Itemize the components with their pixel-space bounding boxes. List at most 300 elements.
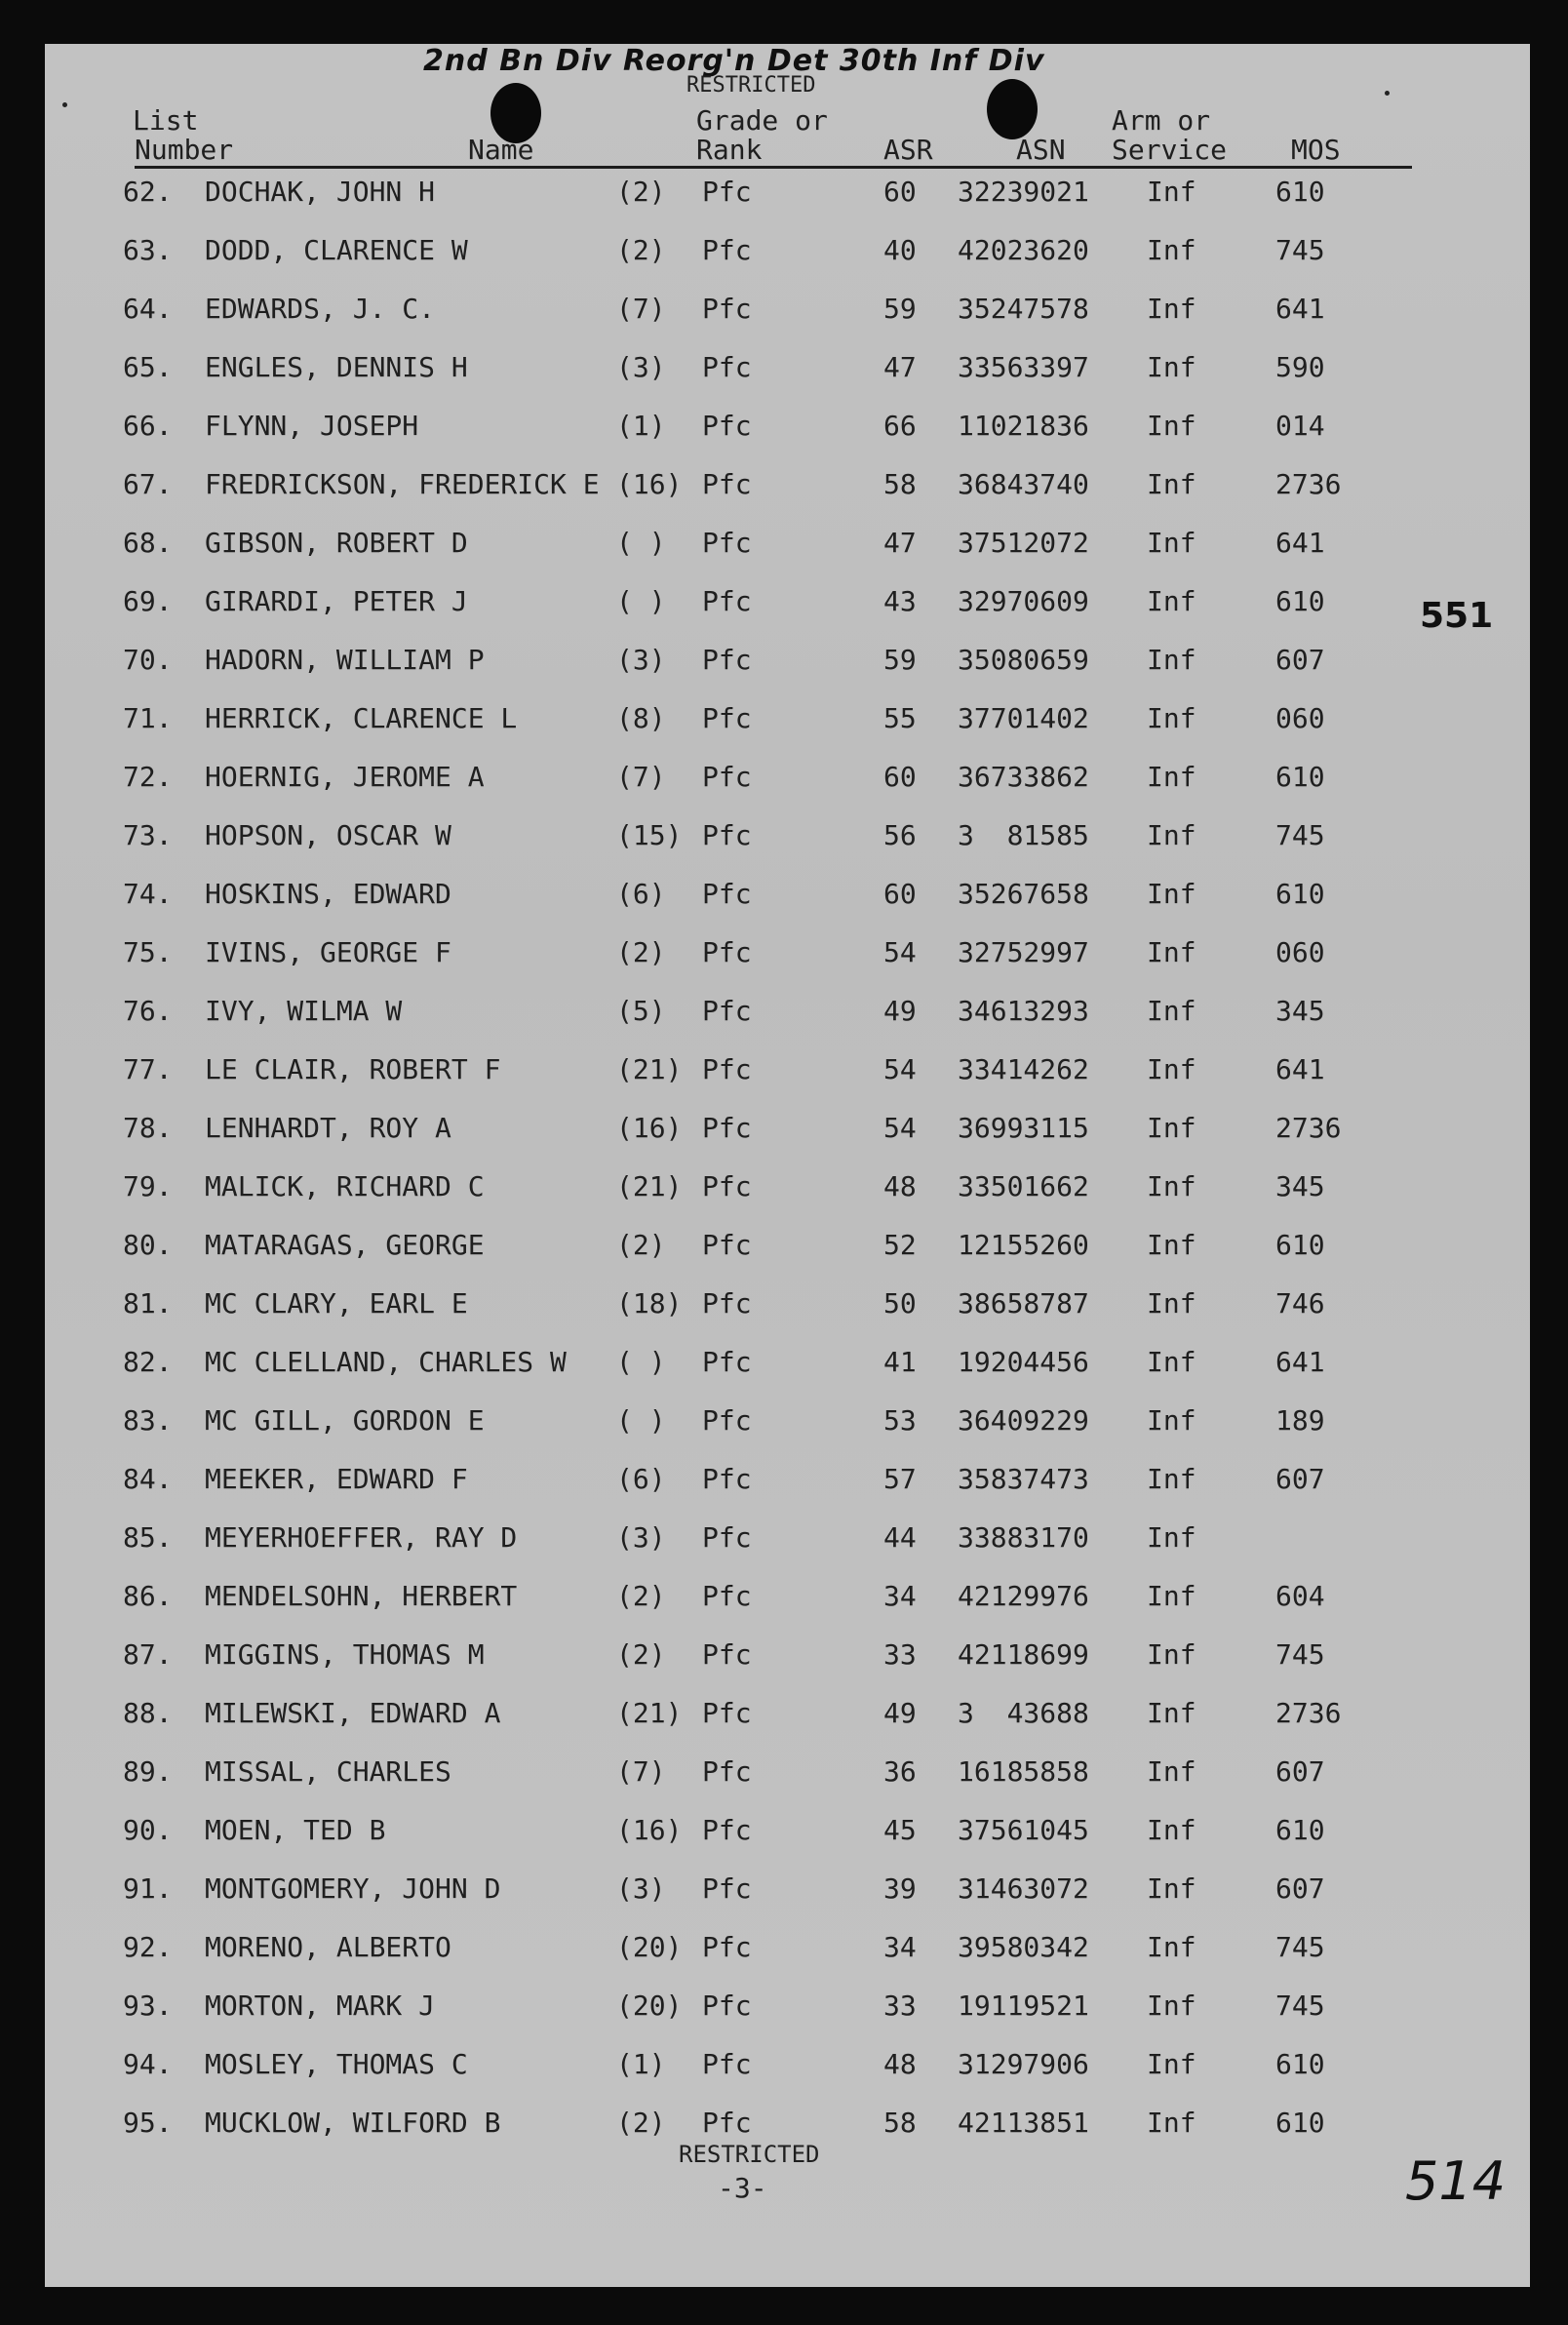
row-group: (3) bbox=[616, 351, 666, 383]
table-row bbox=[45, 1404, 1530, 1443]
row-asr: 39 bbox=[883, 1872, 917, 1905]
row-name: MISSAL, CHARLES bbox=[205, 1755, 451, 1788]
row-grade: Pfc bbox=[702, 1404, 752, 1437]
row-arm: Inf bbox=[1147, 1229, 1196, 1261]
row-grade: Pfc bbox=[702, 293, 752, 325]
row-grade: Pfc bbox=[702, 761, 752, 793]
row-asr: 66 bbox=[883, 410, 917, 442]
page-number: -3- bbox=[718, 2172, 767, 2204]
row-number: 82. bbox=[123, 1346, 173, 1378]
row-group: (20) bbox=[616, 1931, 683, 1963]
row-name: MIGGINS, THOMAS M bbox=[205, 1638, 485, 1671]
row-arm: Inf bbox=[1147, 995, 1196, 1027]
row-mos: 590 bbox=[1275, 351, 1325, 383]
row-arm: Inf bbox=[1147, 468, 1196, 500]
row-arm: Inf bbox=[1147, 1814, 1196, 1846]
row-asr: 60 bbox=[883, 176, 917, 208]
row-arm: Inf bbox=[1147, 410, 1196, 442]
row-asr: 48 bbox=[883, 2048, 917, 2080]
classification-top: RESTRICTED bbox=[686, 73, 816, 98]
row-asr: 58 bbox=[883, 468, 917, 500]
row-arm: Inf bbox=[1147, 585, 1196, 617]
handwritten-page-number: 514 bbox=[1405, 2150, 1507, 2212]
row-name: MATARAGAS, GEORGE bbox=[205, 1229, 485, 1261]
row-mos: 610 bbox=[1275, 761, 1325, 793]
row-mos: 607 bbox=[1275, 1463, 1325, 1495]
row-grade: Pfc bbox=[702, 1755, 752, 1788]
row-group: (8) bbox=[616, 702, 666, 734]
row-grade: Pfc bbox=[702, 1814, 752, 1846]
row-number: 95. bbox=[123, 2107, 173, 2139]
row-name: IVY, WILMA W bbox=[205, 995, 403, 1027]
table-row bbox=[45, 1521, 1530, 1560]
row-number: 67. bbox=[123, 468, 173, 500]
row-asn: 35247578 bbox=[958, 293, 1089, 325]
row-mos: 641 bbox=[1275, 1346, 1325, 1378]
row-asn: 3 81585 bbox=[958, 819, 1089, 851]
row-mos: 060 bbox=[1275, 936, 1325, 968]
row-asr: 54 bbox=[883, 1053, 917, 1085]
row-arm: Inf bbox=[1147, 1872, 1196, 1905]
row-name: GIRARDI, PETER J bbox=[205, 585, 468, 617]
row-group: ( ) bbox=[616, 527, 666, 559]
row-mos: 745 bbox=[1275, 1931, 1325, 1963]
row-number: 64. bbox=[123, 293, 173, 325]
row-group: (2) bbox=[616, 1580, 666, 1612]
row-asr: 48 bbox=[883, 1170, 917, 1202]
document-page bbox=[45, 44, 1530, 2287]
row-group: (6) bbox=[616, 1463, 666, 1495]
row-asr: 34 bbox=[883, 1580, 917, 1612]
table-row bbox=[45, 1931, 1530, 1970]
row-number: 85. bbox=[123, 1521, 173, 1554]
row-arm: Inf bbox=[1147, 1112, 1196, 1144]
row-arm: Inf bbox=[1147, 1638, 1196, 1671]
row-asr: 45 bbox=[883, 1814, 917, 1846]
row-asn: 42129976 bbox=[958, 1580, 1089, 1612]
row-asn: 35267658 bbox=[958, 878, 1089, 910]
row-mos: 641 bbox=[1275, 527, 1325, 559]
header-arm-1: Arm or bbox=[1112, 104, 1211, 137]
row-grade: Pfc bbox=[702, 995, 752, 1027]
row-arm: Inf bbox=[1147, 351, 1196, 383]
row-mos: 607 bbox=[1275, 644, 1325, 676]
row-arm: Inf bbox=[1147, 1990, 1196, 2022]
row-asn: 33883170 bbox=[958, 1521, 1089, 1554]
row-asn: 36993115 bbox=[958, 1112, 1089, 1144]
row-asn: 38658787 bbox=[958, 1287, 1089, 1320]
table-row bbox=[45, 1112, 1530, 1151]
row-grade: Pfc bbox=[702, 527, 752, 559]
row-number: 73. bbox=[123, 819, 173, 851]
row-asr: 43 bbox=[883, 585, 917, 617]
row-arm: Inf bbox=[1147, 234, 1196, 266]
stamped-page-number: 551 bbox=[1420, 596, 1494, 636]
table-row bbox=[45, 1872, 1530, 1911]
row-group: (15) bbox=[616, 819, 683, 851]
row-arm: Inf bbox=[1147, 1404, 1196, 1437]
row-grade: Pfc bbox=[702, 176, 752, 208]
row-name: MUCKLOW, WILFORD B bbox=[205, 2107, 501, 2139]
header-mos: MOS bbox=[1291, 134, 1341, 166]
row-arm: Inf bbox=[1147, 761, 1196, 793]
row-group: (1) bbox=[616, 410, 666, 442]
table-row bbox=[45, 1580, 1530, 1619]
row-group: (21) bbox=[616, 1053, 683, 1085]
row-grade: Pfc bbox=[702, 1521, 752, 1554]
row-asn: 12155260 bbox=[958, 1229, 1089, 1261]
row-name: IVINS, GEORGE F bbox=[205, 936, 451, 968]
row-asn: 42023620 bbox=[958, 234, 1089, 266]
table-row bbox=[45, 410, 1530, 449]
row-grade: Pfc bbox=[702, 1638, 752, 1671]
table-row bbox=[45, 1229, 1530, 1268]
row-asr: 58 bbox=[883, 2107, 917, 2139]
row-asn: 19119521 bbox=[958, 1990, 1089, 2022]
row-mos: 745 bbox=[1275, 1638, 1325, 1671]
row-number: 68. bbox=[123, 527, 173, 559]
row-arm: Inf bbox=[1147, 644, 1196, 676]
row-name: HERRICK, CLARENCE L bbox=[205, 702, 518, 734]
row-name: MENDELSOHN, HERBERT bbox=[205, 1580, 518, 1612]
row-number: 87. bbox=[123, 1638, 173, 1671]
row-arm: Inf bbox=[1147, 1463, 1196, 1495]
row-number: 86. bbox=[123, 1580, 173, 1612]
row-name: MEYERHOEFFER, RAY D bbox=[205, 1521, 518, 1554]
row-asn: 33563397 bbox=[958, 351, 1089, 383]
row-group: (16) bbox=[616, 1112, 683, 1144]
row-group: (16) bbox=[616, 468, 683, 500]
table-row bbox=[45, 995, 1530, 1034]
table-row bbox=[45, 293, 1530, 332]
row-asr: 54 bbox=[883, 936, 917, 968]
row-asn: 32752997 bbox=[958, 936, 1089, 968]
row-grade: Pfc bbox=[702, 1346, 752, 1378]
row-asr: 55 bbox=[883, 702, 917, 734]
table-row bbox=[45, 1814, 1530, 1853]
header-arm-2: Service bbox=[1112, 134, 1228, 166]
row-asr: 34 bbox=[883, 1931, 917, 1963]
table-row bbox=[45, 527, 1530, 566]
row-group: (3) bbox=[616, 644, 666, 676]
row-arm: Inf bbox=[1147, 819, 1196, 851]
row-grade: Pfc bbox=[702, 1229, 752, 1261]
row-name: MEEKER, EDWARD F bbox=[205, 1463, 468, 1495]
row-group: (7) bbox=[616, 761, 666, 793]
row-name: MONTGOMERY, JOHN D bbox=[205, 1872, 501, 1905]
row-arm: Inf bbox=[1147, 293, 1196, 325]
row-group: (3) bbox=[616, 1872, 666, 1905]
row-arm: Inf bbox=[1147, 1755, 1196, 1788]
row-mos: 745 bbox=[1275, 234, 1325, 266]
row-grade: Pfc bbox=[702, 1580, 752, 1612]
row-asn: 37561045 bbox=[958, 1814, 1089, 1846]
row-grade: Pfc bbox=[702, 585, 752, 617]
row-asr: 50 bbox=[883, 1287, 917, 1320]
row-grade: Pfc bbox=[702, 1053, 752, 1085]
row-number: 66. bbox=[123, 410, 173, 442]
table-row bbox=[45, 351, 1530, 390]
handwritten-unit-note: 2nd Bn Div Reorg'n Det 30th Inf Div bbox=[423, 44, 1045, 78]
header-grade-2: Rank bbox=[696, 134, 763, 166]
row-asn: 31463072 bbox=[958, 1872, 1089, 1905]
row-name: HADORN, WILLIAM P bbox=[205, 644, 485, 676]
row-number: 80. bbox=[123, 1229, 173, 1261]
table-row bbox=[45, 761, 1530, 800]
row-grade: Pfc bbox=[702, 2048, 752, 2080]
row-grade: Pfc bbox=[702, 644, 752, 676]
classification-bottom: RESTRICTED bbox=[679, 2141, 820, 2168]
table-row bbox=[45, 644, 1530, 683]
row-arm: Inf bbox=[1147, 1580, 1196, 1612]
table-row bbox=[45, 936, 1530, 975]
row-name: MC CLELLAND, CHARLES W bbox=[205, 1346, 567, 1378]
row-group: (5) bbox=[616, 995, 666, 1027]
table-row bbox=[45, 2107, 1530, 2146]
row-name: MC CLARY, EARL E bbox=[205, 1287, 468, 1320]
table-row bbox=[45, 702, 1530, 741]
row-mos: 014 bbox=[1275, 410, 1325, 442]
row-asr: 36 bbox=[883, 1755, 917, 1788]
row-group: ( ) bbox=[616, 1346, 666, 1378]
row-asn: 16185858 bbox=[958, 1755, 1089, 1788]
row-name: DOCHAK, JOHN H bbox=[205, 176, 436, 208]
row-arm: Inf bbox=[1147, 2107, 1196, 2139]
row-arm: Inf bbox=[1147, 878, 1196, 910]
row-number: 63. bbox=[123, 234, 173, 266]
row-group: (3) bbox=[616, 1521, 666, 1554]
row-group: (20) bbox=[616, 1990, 683, 2022]
row-asr: 49 bbox=[883, 995, 917, 1027]
row-number: 70. bbox=[123, 644, 173, 676]
row-asn: 31297906 bbox=[958, 2048, 1089, 2080]
row-asn: 35837473 bbox=[958, 1463, 1089, 1495]
row-group: (2) bbox=[616, 2107, 666, 2139]
row-number: 88. bbox=[123, 1697, 173, 1729]
row-asr: 60 bbox=[883, 761, 917, 793]
row-number: 71. bbox=[123, 702, 173, 734]
row-number: 94. bbox=[123, 2048, 173, 2080]
row-asr: 52 bbox=[883, 1229, 917, 1261]
row-asn: 11021836 bbox=[958, 410, 1089, 442]
row-name: MOEN, TED B bbox=[205, 1814, 386, 1846]
row-number: 62. bbox=[123, 176, 173, 208]
row-number: 93. bbox=[123, 1990, 173, 2022]
row-name: MC GILL, GORDON E bbox=[205, 1404, 485, 1437]
row-number: 78. bbox=[123, 1112, 173, 1144]
row-mos: 345 bbox=[1275, 995, 1325, 1027]
row-grade: Pfc bbox=[702, 936, 752, 968]
row-number: 79. bbox=[123, 1170, 173, 1202]
row-mos: 2736 bbox=[1275, 1697, 1342, 1729]
row-arm: Inf bbox=[1147, 2048, 1196, 2080]
row-asr: 33 bbox=[883, 1990, 917, 2022]
row-grade: Pfc bbox=[702, 1463, 752, 1495]
row-mos: 610 bbox=[1275, 585, 1325, 617]
table-row bbox=[45, 1638, 1530, 1677]
row-arm: Inf bbox=[1147, 1931, 1196, 1963]
row-mos: 607 bbox=[1275, 1872, 1325, 1905]
row-arm: Inf bbox=[1147, 1697, 1196, 1729]
row-asr: 53 bbox=[883, 1404, 917, 1437]
row-name: HOERNIG, JEROME A bbox=[205, 761, 485, 793]
header-asr: ASR bbox=[883, 134, 933, 166]
row-asn: 37701402 bbox=[958, 702, 1089, 734]
row-name: DODD, CLARENCE W bbox=[205, 234, 468, 266]
row-grade: Pfc bbox=[702, 410, 752, 442]
row-mos: 641 bbox=[1275, 293, 1325, 325]
row-number: 74. bbox=[123, 878, 173, 910]
row-grade: Pfc bbox=[702, 1931, 752, 1963]
row-name: HOPSON, OSCAR W bbox=[205, 819, 451, 851]
roster-table bbox=[45, 44, 1530, 2287]
row-arm: Inf bbox=[1147, 1287, 1196, 1320]
row-name: MILEWSKI, EDWARD A bbox=[205, 1697, 501, 1729]
row-mos: 610 bbox=[1275, 2048, 1325, 2080]
row-mos: 610 bbox=[1275, 176, 1325, 208]
row-asn: 32239021 bbox=[958, 176, 1089, 208]
row-mos: 060 bbox=[1275, 702, 1325, 734]
row-asr: 54 bbox=[883, 1112, 917, 1144]
table-row bbox=[45, 2048, 1530, 2087]
row-number: 91. bbox=[123, 1872, 173, 1905]
row-grade: Pfc bbox=[702, 234, 752, 266]
row-name: HOSKINS, EDWARD bbox=[205, 878, 451, 910]
row-number: 84. bbox=[123, 1463, 173, 1495]
row-asn: 36733862 bbox=[958, 761, 1089, 793]
row-grade: Pfc bbox=[702, 2107, 752, 2139]
row-name: LENHARDT, ROY A bbox=[205, 1112, 451, 1144]
table-row bbox=[45, 468, 1530, 507]
row-asr: 49 bbox=[883, 1697, 917, 1729]
row-grade: Pfc bbox=[702, 1872, 752, 1905]
row-mos: 607 bbox=[1275, 1755, 1325, 1788]
row-group: (2) bbox=[616, 936, 666, 968]
row-asr: 60 bbox=[883, 878, 917, 910]
row-number: 72. bbox=[123, 761, 173, 793]
row-mos: 2736 bbox=[1275, 468, 1342, 500]
table-row bbox=[45, 176, 1530, 215]
row-group: (21) bbox=[616, 1170, 683, 1202]
row-asr: 41 bbox=[883, 1346, 917, 1378]
row-name: EDWARDS, J. C. bbox=[205, 293, 436, 325]
row-asn: 36843740 bbox=[958, 468, 1089, 500]
row-asr: 40 bbox=[883, 234, 917, 266]
row-asn: 3 43688 bbox=[958, 1697, 1089, 1729]
row-mos: 604 bbox=[1275, 1580, 1325, 1612]
row-asn: 39580342 bbox=[958, 1931, 1089, 1963]
header-list-number-2: Number bbox=[135, 134, 234, 166]
row-grade: Pfc bbox=[702, 1287, 752, 1320]
row-number: 76. bbox=[123, 995, 173, 1027]
row-name: MORTON, MARK J bbox=[205, 1990, 436, 2022]
row-arm: Inf bbox=[1147, 1346, 1196, 1378]
table-row bbox=[45, 1990, 1530, 2029]
row-number: 69. bbox=[123, 585, 173, 617]
row-number: 65. bbox=[123, 351, 173, 383]
row-asr: 44 bbox=[883, 1521, 917, 1554]
row-mos: 745 bbox=[1275, 1990, 1325, 2022]
row-asr: 33 bbox=[883, 1638, 917, 1671]
table-row bbox=[45, 585, 1530, 624]
row-name: FLYNN, JOSEPH bbox=[205, 410, 419, 442]
row-number: 83. bbox=[123, 1404, 173, 1437]
row-number: 81. bbox=[123, 1287, 173, 1320]
row-name: MOSLEY, THOMAS C bbox=[205, 2048, 468, 2080]
row-arm: Inf bbox=[1147, 702, 1196, 734]
table-row bbox=[45, 1053, 1530, 1092]
row-asn: 34613293 bbox=[958, 995, 1089, 1027]
row-mos: 189 bbox=[1275, 1404, 1325, 1437]
table-row bbox=[45, 1287, 1530, 1326]
row-asr: 57 bbox=[883, 1463, 917, 1495]
table-row bbox=[45, 1170, 1530, 1209]
table-row bbox=[45, 1697, 1530, 1736]
row-number: 92. bbox=[123, 1931, 173, 1963]
row-group: (2) bbox=[616, 1229, 666, 1261]
row-group: (2) bbox=[616, 234, 666, 266]
row-asr: 47 bbox=[883, 351, 917, 383]
row-arm: Inf bbox=[1147, 1521, 1196, 1554]
row-arm: Inf bbox=[1147, 1053, 1196, 1085]
row-number: 89. bbox=[123, 1755, 173, 1788]
row-group: ( ) bbox=[616, 1404, 666, 1437]
row-mos: 610 bbox=[1275, 1814, 1325, 1846]
row-arm: Inf bbox=[1147, 1170, 1196, 1202]
row-grade: Pfc bbox=[702, 351, 752, 383]
row-mos: 610 bbox=[1275, 1229, 1325, 1261]
row-asn: 35080659 bbox=[958, 644, 1089, 676]
row-arm: Inf bbox=[1147, 176, 1196, 208]
row-asr: 59 bbox=[883, 293, 917, 325]
row-group: (1) bbox=[616, 2048, 666, 2080]
row-arm: Inf bbox=[1147, 936, 1196, 968]
row-asn: 42118699 bbox=[958, 1638, 1089, 1671]
row-group: (21) bbox=[616, 1697, 683, 1729]
row-asr: 56 bbox=[883, 819, 917, 851]
table-row bbox=[45, 1755, 1530, 1794]
row-mos: 610 bbox=[1275, 2107, 1325, 2139]
header-asn: ASN bbox=[1016, 134, 1066, 166]
row-asr: 59 bbox=[883, 644, 917, 676]
row-group: (16) bbox=[616, 1814, 683, 1846]
row-mos: 745 bbox=[1275, 819, 1325, 851]
header-list-number-1: List bbox=[133, 104, 199, 137]
row-asr: 47 bbox=[883, 527, 917, 559]
row-group: (2) bbox=[616, 1638, 666, 1671]
row-name: FREDRICKSON, FREDERICK E bbox=[205, 468, 600, 500]
row-mos: 641 bbox=[1275, 1053, 1325, 1085]
row-grade: Pfc bbox=[702, 702, 752, 734]
table-row bbox=[45, 234, 1530, 273]
row-grade: Pfc bbox=[702, 819, 752, 851]
table-row bbox=[45, 1463, 1530, 1502]
row-group: ( ) bbox=[616, 585, 666, 617]
row-group: (6) bbox=[616, 878, 666, 910]
row-number: 75. bbox=[123, 936, 173, 968]
row-group: (7) bbox=[616, 1755, 666, 1788]
table-row bbox=[45, 878, 1530, 917]
row-grade: Pfc bbox=[702, 1112, 752, 1144]
row-arm: Inf bbox=[1147, 527, 1196, 559]
row-grade: Pfc bbox=[702, 1697, 752, 1729]
row-asn: 37512072 bbox=[958, 527, 1089, 559]
row-name: MORENO, ALBERTO bbox=[205, 1931, 451, 1963]
row-number: 90. bbox=[123, 1814, 173, 1846]
row-asn: 19204456 bbox=[958, 1346, 1089, 1378]
row-asn: 32970609 bbox=[958, 585, 1089, 617]
row-asn: 33414262 bbox=[958, 1053, 1089, 1085]
